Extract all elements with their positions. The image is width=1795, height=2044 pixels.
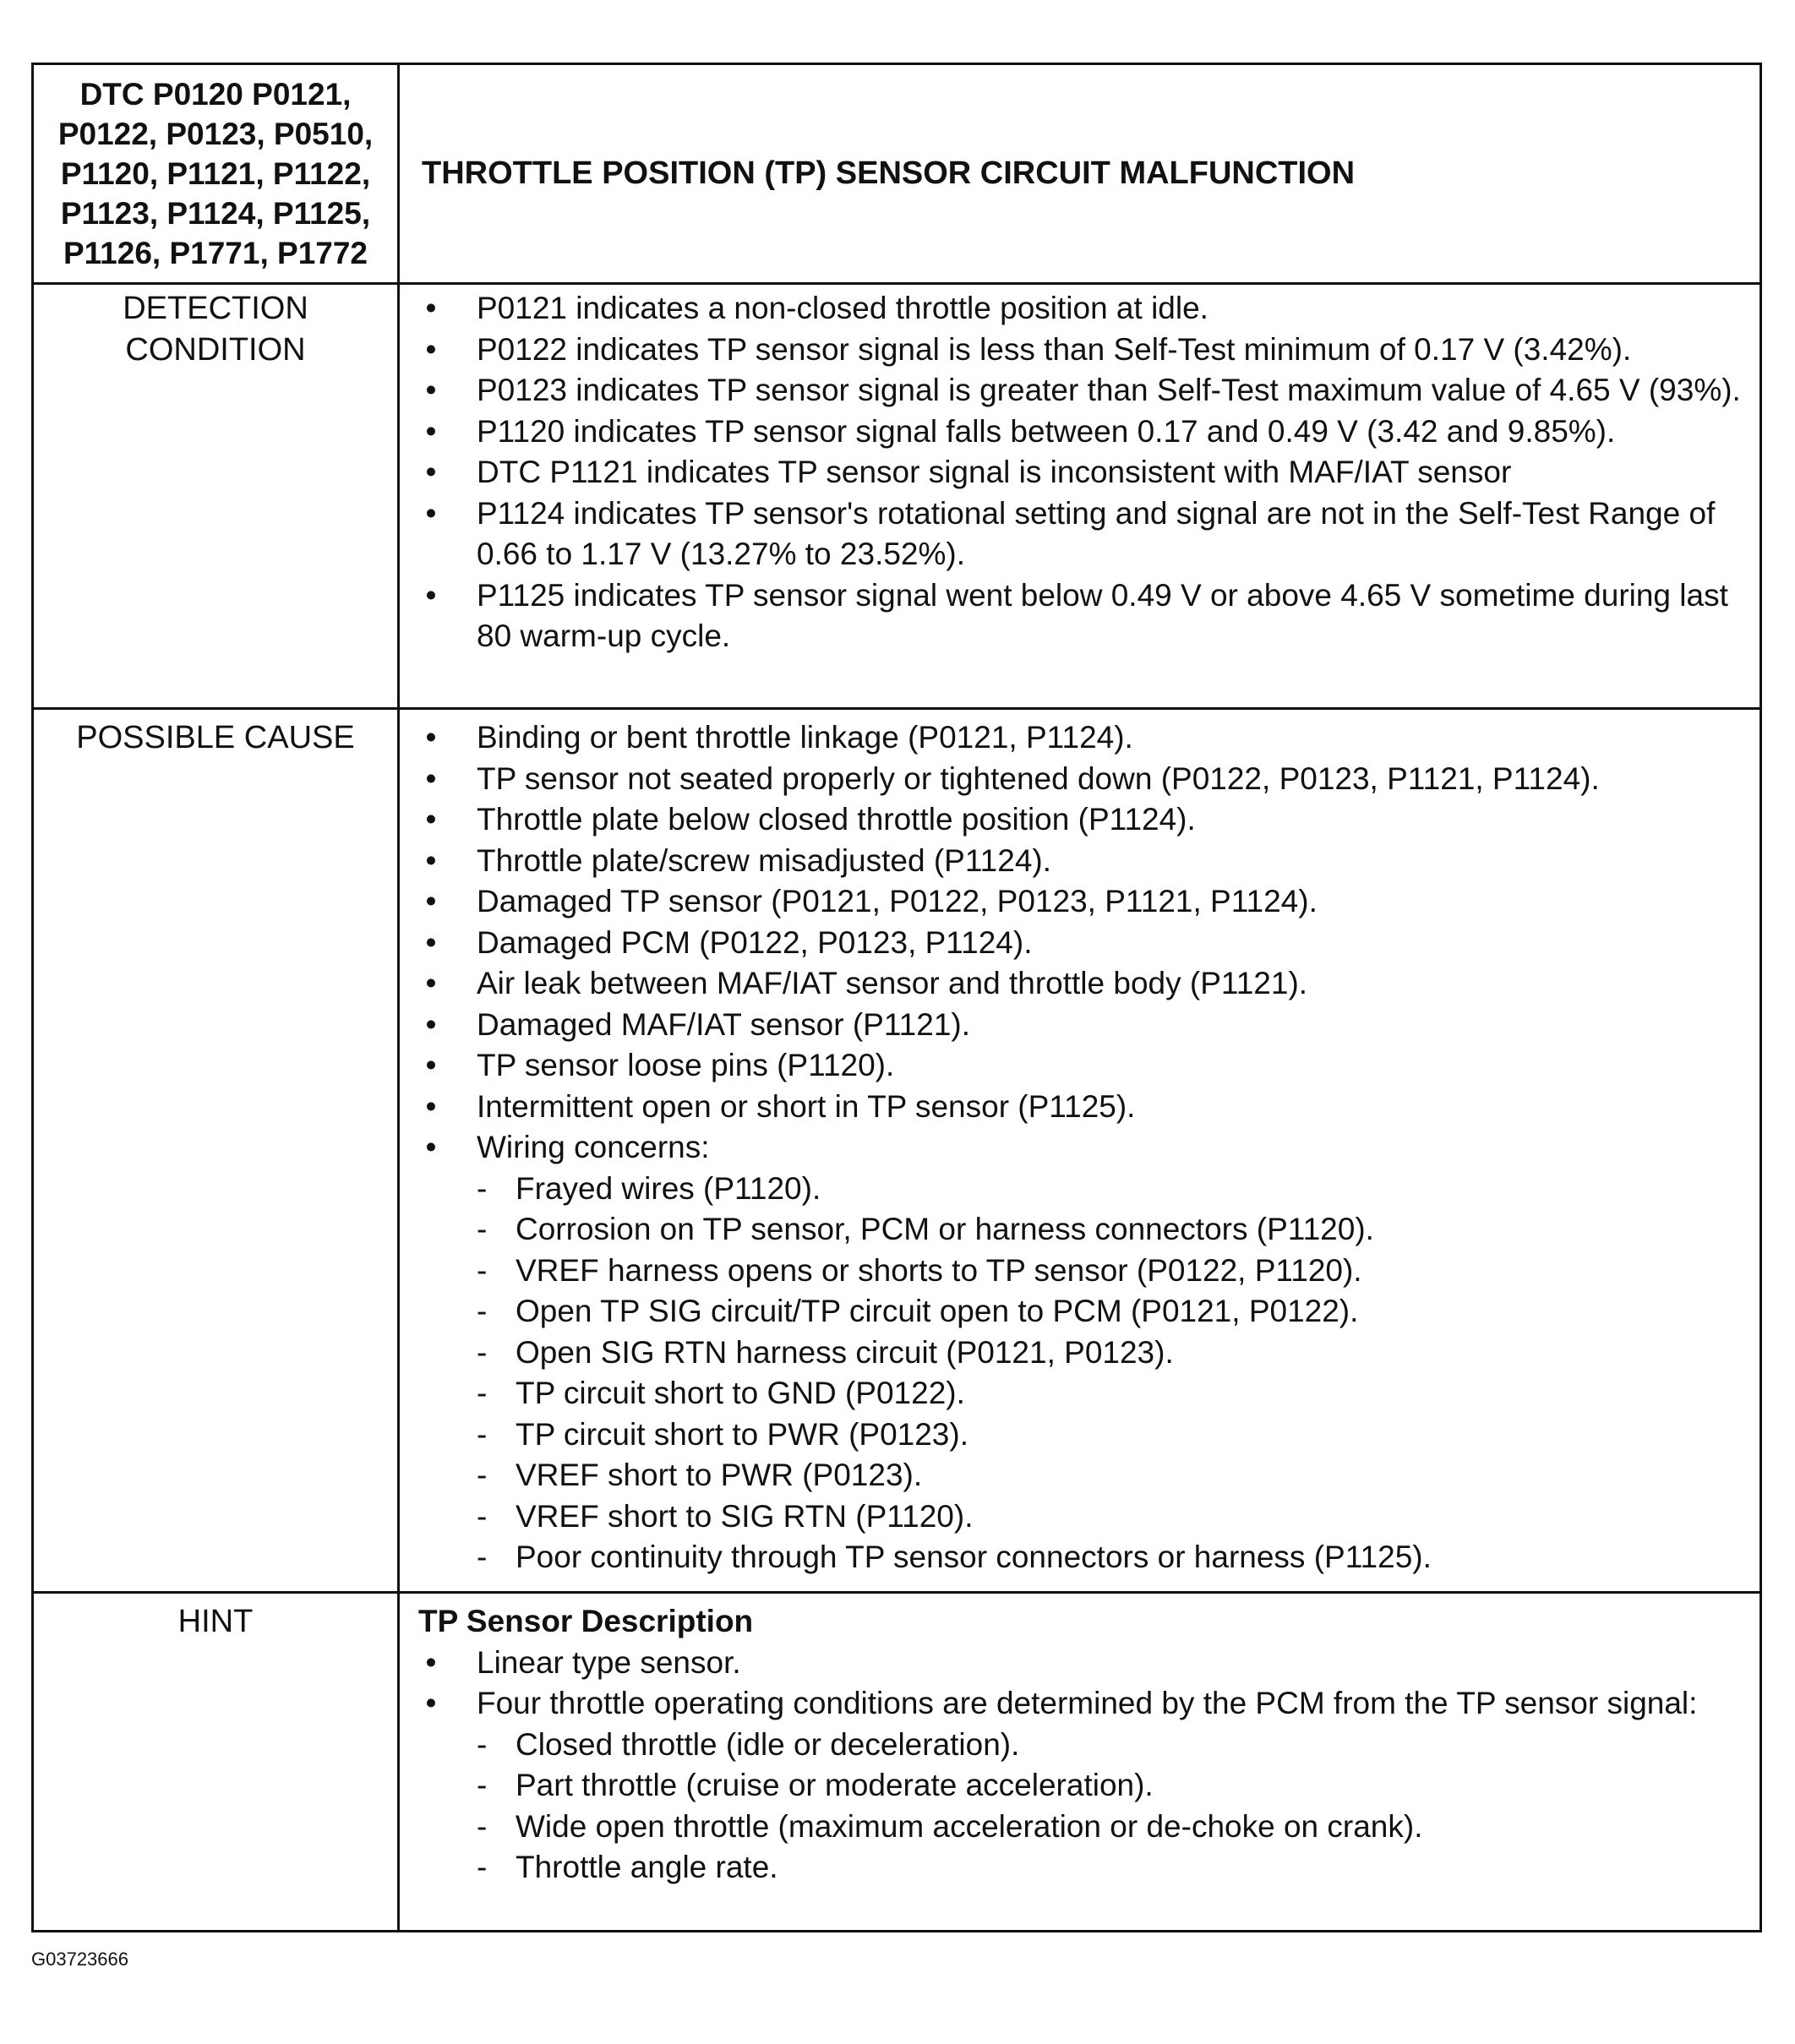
detection-condition-list — [400, 285, 1760, 707]
list-item: • Damaged TP sensor (P0121, P0122, P0123, P1121, P1124). — [418, 881, 1743, 923]
sub-list-item: - Poor continuity through TP sensor connectors or harness (P1125). — [418, 1537, 1743, 1578]
list-item: • Binding or bent throttle linkage (P0121, P1124). — [418, 717, 1743, 759]
list-item: • Linear type sensor. — [418, 1643, 1743, 1684]
hint-content — [400, 1594, 1760, 1930]
dash-icon: - — [477, 1726, 488, 1762]
detection-condition-label — [34, 285, 400, 707]
list-item: • Wiring concerns: — [418, 1127, 1743, 1169]
dash-icon: - — [477, 1808, 488, 1844]
dash-icon: - — [477, 1768, 488, 1802]
sub-list-item: - Wide open throttle (maximum acceleration or de-choke on crank). — [418, 1807, 1743, 1848]
table-title-text: THROTTLE POSITION (TP) SENSOR CIRCUIT MALFUNCTION — [422, 155, 1356, 192]
list-item: • P0123 indicates TP sensor signal is greater than Self-Test maximum value of 4.65 V (93%). — [418, 370, 1743, 412]
dash-icon: - — [477, 1212, 488, 1246]
dash-icon: - — [477, 1850, 488, 1884]
bullet-icon: • — [425, 760, 437, 796]
list-item: • Throttle plate/screw misadjusted (P1124). — [418, 841, 1743, 882]
bullet-icon: • — [425, 331, 437, 367]
detection-condition-row — [34, 285, 1760, 710]
bullet-icon: • — [425, 455, 437, 489]
bullet-icon: • — [425, 1686, 437, 1720]
sub-list-item: - TP circuit short to PWR (P0123). — [418, 1414, 1743, 1456]
sub-list-item: - Open SIG RTN harness circuit (P0121, P0123). — [418, 1333, 1743, 1374]
list-item: • TP sensor not seated properly or tightened down (P0122, P0123, P1121, P1124). — [418, 759, 1743, 800]
bullet-icon: • — [425, 413, 437, 449]
dtc-table — [31, 63, 1762, 1932]
sub-list-item: - VREF short to SIG RTN (P1120). — [418, 1496, 1743, 1538]
sub-list-item: - Corrosion on TP sensor, PCM or harness connectors (P1120). — [418, 1209, 1743, 1251]
table-title — [400, 65, 1760, 282]
bullet-icon: • — [425, 1006, 437, 1042]
bullet-icon: • — [425, 291, 437, 325]
bullet-icon: • — [425, 577, 437, 613]
sub-list-item: - Closed throttle (idle or deceleration). — [418, 1725, 1743, 1766]
bullet-icon: • — [425, 884, 437, 918]
dash-icon: - — [477, 1334, 488, 1370]
sub-list-item: - Frayed wires (P1120). — [418, 1169, 1743, 1210]
detection-label-line2: CONDITION — [125, 332, 306, 368]
list-item: • Four throttle operating conditions are determined by the PCM from the TP sensor signal: — [418, 1683, 1743, 1725]
sub-list-item: - Part throttle (cruise or moderate acceleration). — [418, 1765, 1743, 1807]
list-item: • P1124 indicates TP sensor's rotational setting and signal are not in the Self-Test Range of 0.66 to 1.17 V (13.27% to 23.52%). — [418, 493, 1743, 575]
dash-icon: - — [477, 1498, 488, 1534]
bullet-icon: • — [425, 1644, 437, 1680]
list-item: • P0122 indicates TP sensor signal is less than Self-Test minimum of 0.17 V (3.42%). — [418, 330, 1743, 371]
header-row — [34, 65, 1760, 285]
bullet-icon: • — [425, 1048, 437, 1082]
list-item: • Damaged MAF/IAT sensor (P1121). — [418, 1005, 1743, 1046]
list-item: • P1120 indicates TP sensor signal falls between 0.17 and 0.49 V (3.42 and 9.85%). — [418, 412, 1743, 453]
bullet-icon: • — [425, 1088, 437, 1124]
dash-icon: - — [477, 1458, 488, 1492]
list-item: • P0121 indicates a non-closed throttle position at idle. — [418, 288, 1743, 330]
sub-list-item: - VREF harness opens or shorts to TP sensor (P0122, P1120). — [418, 1251, 1743, 1292]
possible-cause-label: POSSIBLE CAUSE — [34, 710, 400, 1591]
sub-list-item: - Open TP SIG circuit/TP circuit open to PCM (P0121, P0122). — [418, 1291, 1743, 1333]
figure-id: G03723666 — [31, 1949, 128, 1970]
bullet-icon: • — [425, 373, 437, 407]
sub-list-item: - Throttle angle rate. — [418, 1847, 1743, 1889]
bullet-icon: • — [425, 495, 437, 531]
dash-icon: - — [477, 1252, 488, 1288]
dash-icon: - — [477, 1416, 488, 1452]
hint-label: HINT — [34, 1594, 400, 1930]
bullet-icon: • — [425, 924, 437, 960]
dash-icon: - — [477, 1170, 488, 1206]
dash-icon: - — [477, 1376, 488, 1410]
detection-label-line1: DETECTION — [123, 291, 308, 326]
bullet-icon: • — [425, 802, 437, 837]
possible-cause-row — [34, 710, 1760, 1594]
dtc-codes: DTC P0120 P0121, P0122, P0123, P0510, P1120, P1121, P1122, P1123, P1124, P1125, P1126, P1771, P1772 — [34, 65, 400, 282]
list-item: • TP sensor loose pins (P1120). — [418, 1045, 1743, 1087]
dash-icon: - — [477, 1294, 488, 1328]
hint-title: TP Sensor Description — [418, 1604, 754, 1638]
possible-cause-list — [400, 710, 1760, 1591]
bullet-icon: • — [425, 842, 437, 878]
dash-icon: - — [477, 1540, 488, 1574]
sub-list-item: - VREF short to PWR (P0123). — [418, 1455, 1743, 1496]
bullet-icon: • — [425, 720, 437, 755]
list-item: • Intermittent open or short in TP sensor (P1125). — [418, 1087, 1743, 1128]
list-item: • Damaged PCM (P0122, P0123, P1124). — [418, 923, 1743, 964]
hint-row — [34, 1594, 1760, 1930]
list-item: • Throttle plate below closed throttle position (P1124). — [418, 799, 1743, 841]
bullet-icon: • — [425, 1130, 437, 1164]
bullet-icon: • — [425, 966, 437, 1000]
list-item: • DTC P1121 indicates TP sensor signal is inconsistent with MAF/IAT sensor — [418, 452, 1743, 493]
sub-list-item: - TP circuit short to GND (P0122). — [418, 1373, 1743, 1414]
list-item: • P1125 indicates TP sensor signal went below 0.49 V or above 4.65 V sometime during last 80 warm-up cycle. — [418, 575, 1743, 657]
list-item: • Air leak between MAF/IAT sensor and throttle body (P1121). — [418, 963, 1743, 1005]
